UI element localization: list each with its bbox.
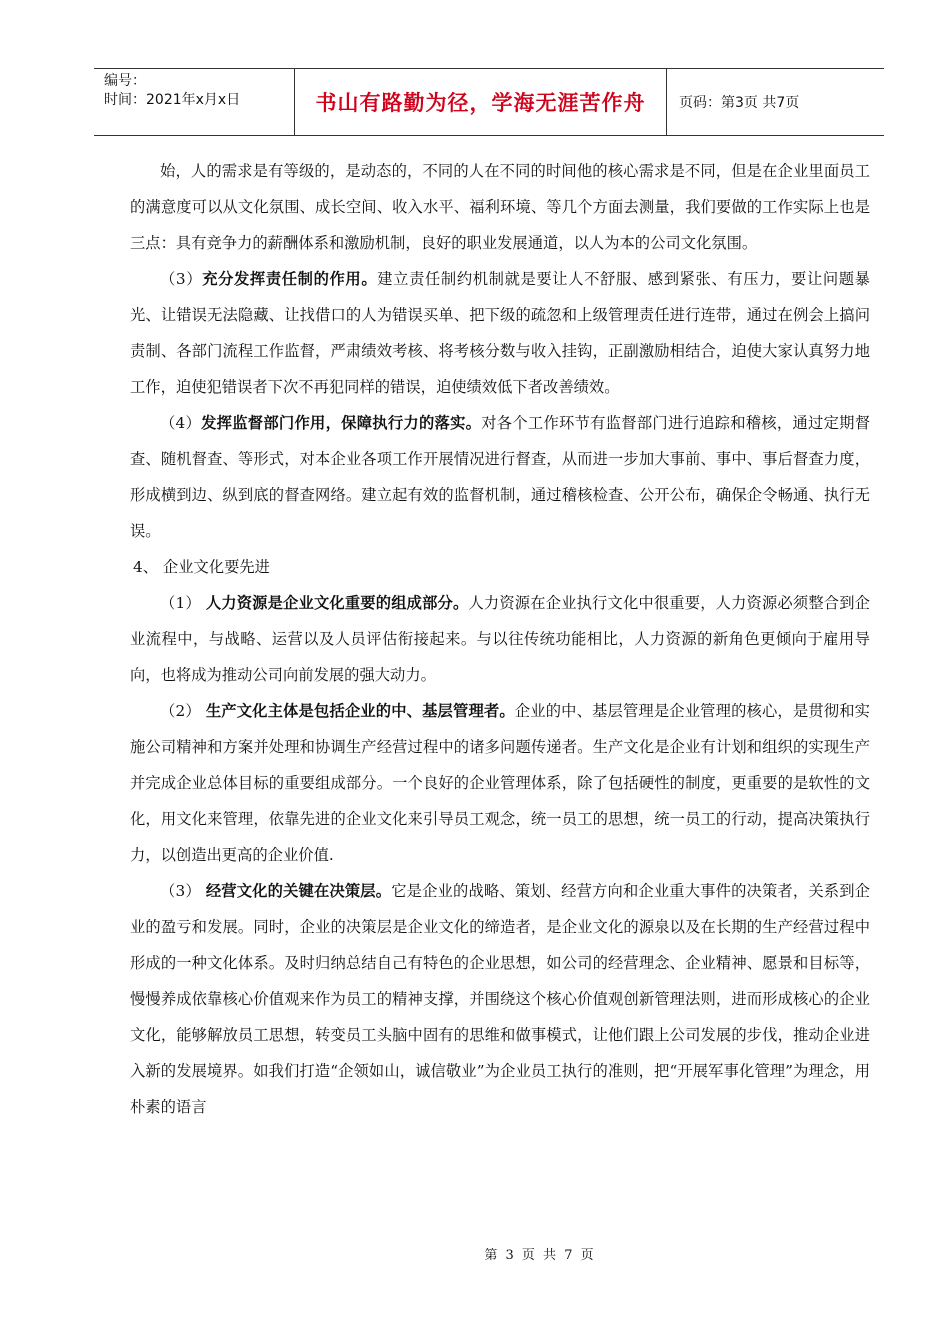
item-heading: 发挥监督部门作用，保障执行力的落实。: [201, 414, 482, 432]
item-text: 建立责任制约机制就是要让人不舒服、感到紧张、有压力，要让问题暴光、让错误无法隐藏、让找借口的人为错误买单、把下级的疏忽和上级管理责任进行连带，通过在例会上搞问责制、各部门流程工作监督，严肃绩效考核、将考核分数与收入挂钩，正副激励相结合，迫使大家认真努力地工作，迫使犯错误者下次不再犯同样的错误，迫使绩效低下者改善绩效。: [130, 270, 870, 396]
page-label: 页码：第3页 共7页: [679, 95, 800, 111]
page-footer: [0, 1244, 950, 1263]
item-text: 它是企业的战略、策划、经营方向和企业重大事件的决策者，关系到企业的盈亏和发展。同时，企业的决策层是企业文化的缔造者，是企业文化的源泉以及在长期的生产经营过程中形成的一种文化体系。及时归纳总结自己有特色的企业思想，如公司的经营理念、企业精神、愿景和目标等，慢慢养成依靠核心价值观来作为员工的精神支撑，并围绕这个核心价值观创新管理法则，进而形成核心的企业文化，能够解放员工思想，转变员工头脑中固有的思维和做事模式，让他们跟上公司发展的步伐，推动企业进入新的发展境界。如我们打造“企领如山，诚信敬业”为企业员工执行的准则，把“开展军事化管理”为理念，用朴素的语言: [130, 882, 870, 1116]
document-body: [130, 153, 870, 1125]
footer-page-number: 第 3 页 共 7 页: [484, 1248, 596, 1263]
item-heading: 生产文化主体是包括企业的中、基层管理者。: [205, 702, 515, 720]
paragraph-item-3: [130, 261, 870, 405]
section-heading-4: [133, 549, 870, 585]
item-heading: 人力资源是企业文化重要的组成部分。: [205, 594, 469, 612]
paragraph-text: 始，人的需求是有等级的，是动态的，不同的人在不同的时间他的核心需求是不同，但是在企业里面员工的满意度可以从文化氛围、成长空间、收入水平、福利环境、等几个方面去测量，我们要做的工作实际上也是三点：具有竞争力的薪酬体系和激励机制，良好的职业发展通道，以人为本的公司文化氛围。: [130, 162, 870, 252]
item-number: （3）: [160, 882, 206, 900]
paragraph-culture-1: [130, 585, 870, 693]
item-text: 人力资源在企业执行文化中很重要，人力资源必须整合到企业流程中，与战略、运营以及人员评估衔接起来。与以往传统功能相比，人力资源的新角色更倾向于雇用导向，也将成为推动公司向前发展的强大动力。: [130, 594, 870, 684]
item-number: （2）: [160, 702, 206, 720]
code-label: 编号：: [104, 73, 146, 89]
item-heading: 充分发挥责任制的作用。: [202, 270, 378, 288]
item-text: 对各个工作环节有监督部门进行追踪和稽核，通过定期督查、随机督查、等形式，对本企业各项工作开展情况进行督查，从而进一步加大事前、事中、事后督查力度，形成横到边、纵到底的督查网络。建立起有效的监督机制，通过稽核检查、公开公布，确保企令畅通、执行无误。: [130, 414, 870, 540]
paragraph-continuation: [130, 153, 870, 261]
time-label: 时间：2021年x月x日: [104, 92, 241, 108]
paragraph-item-4: [130, 405, 870, 549]
item-text: 企业的中、基层管理是企业管理的核心，是贯彻和实施公司精神和方案并处理和协调生产经营过程中的诸多问题传递者。生产文化是企业有计划和组织的实现生产并完成企业总体目标的重要组成部分。一个良好的企业管理体系，除了包括硬性的制度，更重要的是软性的文化，用文化来管理，依靠先进的企业文化来引导员工观念，统一员工的思想，统一员工的行动，提高决策执行力，以创造出更高的企业价值.: [130, 702, 870, 864]
page-info-cell: [667, 69, 884, 135]
section-title: 4、 企业文化要先进: [133, 558, 270, 576]
motto-cell: [295, 69, 667, 135]
item-number: （3）: [160, 270, 203, 288]
paragraph-culture-2: [130, 693, 870, 873]
item-number: （1）: [160, 594, 206, 612]
paragraph-culture-3: [130, 873, 870, 1125]
motto-text: 书山有路勤为径，学海无涯苦作舟: [315, 91, 646, 115]
header-meta-cell: [94, 69, 295, 135]
item-number: （4）: [160, 414, 202, 432]
item-heading: 经营文化的关键在决策层。: [205, 882, 392, 900]
header-table: [94, 68, 884, 136]
